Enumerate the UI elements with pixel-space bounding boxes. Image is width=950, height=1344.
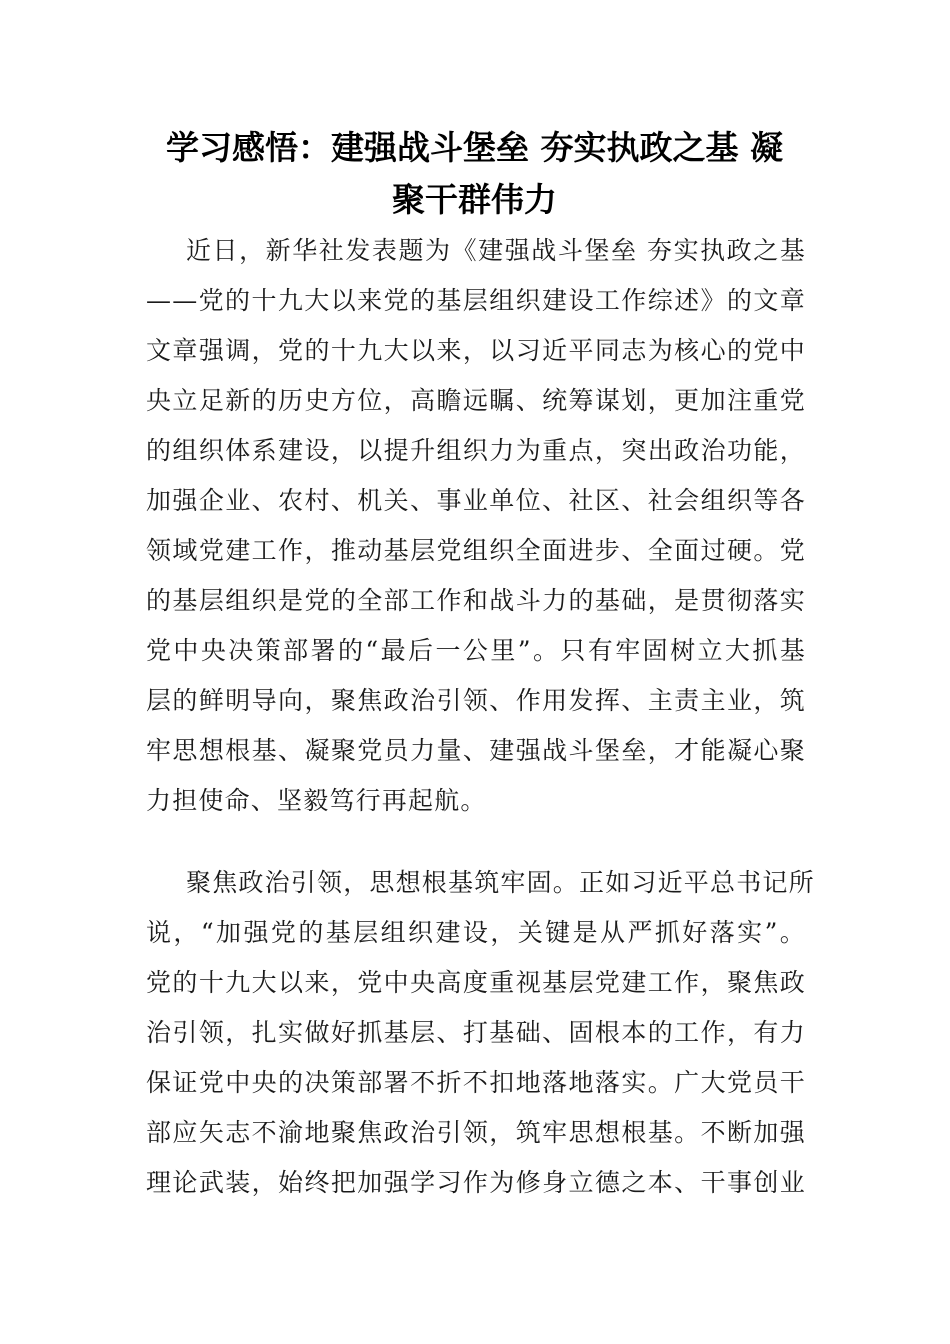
document-title (142, 122, 807, 226)
title-line: 学习感悟：建强战斗堡垒 夯实执政之基 凝 (166, 128, 783, 167)
text-line: 层的鲜明导向，聚焦政治引领、作用发挥、主责主业，筑 (146, 686, 806, 715)
text-line: 治引领，扎实做好抓基层、打基础、固根本的工作，有力 (146, 1018, 806, 1047)
text-line: 说，“加强党的基层组织建设，关键是从严抓好落实”。 (146, 918, 806, 947)
text-line: 保证党中央的决策部署不折不扣地落地落实。广大党员干 (146, 1068, 806, 1097)
text-line: 领域党建工作，推动基层党组织全面进步、全面过硬。党 (146, 536, 806, 565)
text-line: 党中央决策部署的“最后一公里”。只有牢固树立大抓基 (146, 636, 806, 665)
text-line: 部应矢志不渝地聚焦政治引领，筑牢思想根基。不断加强 (146, 1118, 806, 1147)
paragraph-1 (146, 226, 806, 826)
text-line: 力担使命、坚毅笃行再起航。 (146, 786, 487, 815)
text-line: 的基层组织是党的全部工作和战斗力的基础，是贯彻落实 (146, 586, 806, 615)
text-line: 牢思想根基、凝聚党员力量、建强战斗堡垒，才能凝心聚 (146, 736, 806, 765)
text-line: 近日，新华社发表题为《建强战斗堡垒 夯实执政之基 (186, 236, 806, 265)
text-line: 文章强调，党的十九大以来，以习近平同志为核心的党中 (146, 336, 806, 365)
text-line: 的组织体系建设，以提升组织力为重点，突出政治功能， (146, 436, 806, 465)
text-line: 党的十九大以来，党中央高度重视基层党建工作，聚焦政 (146, 968, 806, 997)
text-line: ——党的十九大以来党的基层组织建设工作综述》的文章 (146, 286, 806, 315)
text-line: 加强企业、农村、机关、事业单位、社区、社会组织等各 (146, 486, 806, 515)
text-line: 理论武装，始终把加强学习作为修身立德之本、干事创业 (146, 1168, 806, 1197)
title-line: 聚干群伟力 (392, 180, 557, 219)
text-line: 聚焦政治引领，思想根基筑牢固。正如习近平总书记所 (186, 868, 815, 897)
text-line: 央立足新的历史方位，高瞻远瞩、统筹谋划，更加注重党 (146, 386, 806, 415)
paragraph-2 (146, 858, 815, 1208)
